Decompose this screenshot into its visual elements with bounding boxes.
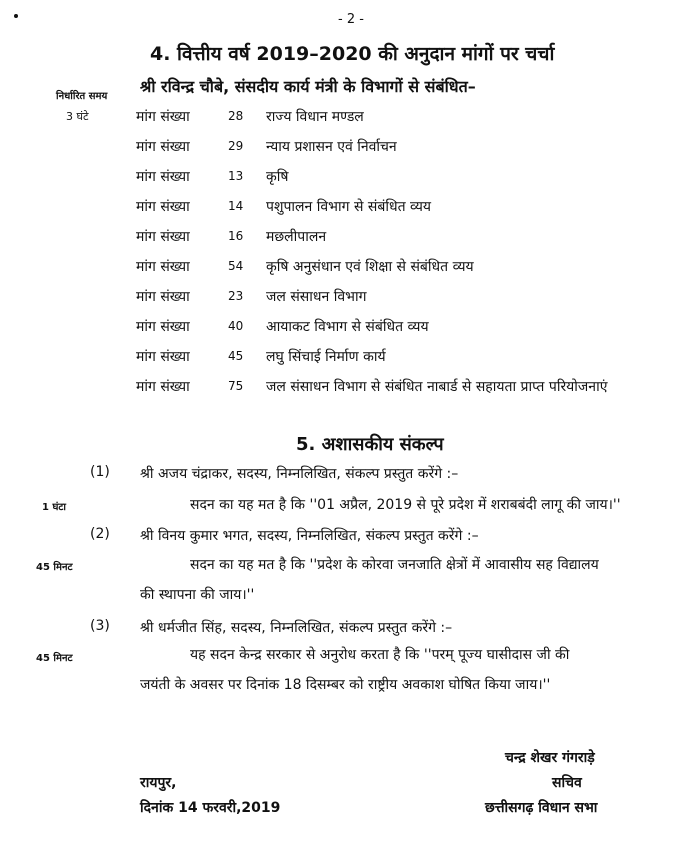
demand-number: 29 — [228, 139, 244, 153]
signatory-title: सचिव — [552, 775, 582, 791]
scheduled-time-label: निर्धारित समय — [56, 91, 108, 102]
demand-label: मांग संख्या — [136, 139, 190, 155]
demand-label: मांग संख्या — [136, 289, 190, 305]
date: दिनांक 14 फरवरी,2019 — [140, 800, 281, 816]
demand-description: जल संसाधन विभाग से संबंधित नाबार्ड से सहायता प्राप्त परियोजनाएं — [266, 379, 608, 395]
resolution-text: सदन का यह मत है कि ''01 अप्रैल, 2019 से पूरे प्रदेश में शराबबंदी लागू की जाय।'' — [190, 497, 621, 513]
demand-label: मांग संख्या — [136, 379, 190, 395]
resolution-index: (1) — [90, 464, 110, 480]
place: रायपुर, — [140, 775, 177, 791]
resolution-time: 1 घंटा — [42, 502, 66, 513]
stray-dot-mark — [14, 14, 18, 18]
demand-description: राज्य विधान मण्डल — [266, 109, 364, 125]
demand-row — [136, 137, 686, 167]
demand-description: लघु सिंचाई निर्माण कार्य — [266, 349, 386, 365]
section-4-subheading: श्री रविन्द्र चौबे, संसदीय कार्य मंत्री के विभागों से संबंधित– — [140, 77, 476, 96]
demand-number: 13 — [228, 169, 244, 183]
demand-number: 16 — [228, 229, 244, 243]
demand-description: कृषि — [266, 169, 289, 185]
signatory-organization: छत्तीसगढ़ विधान सभा — [485, 800, 598, 816]
demand-label: मांग संख्या — [136, 169, 190, 185]
resolution-mover: श्री अजय चंद्राकर, सदस्य, निम्नलिखित, संकल्प प्रस्तुत करेंगे :– — [140, 466, 459, 482]
demand-row — [136, 167, 686, 197]
demand-row — [136, 347, 686, 377]
demand-row — [136, 377, 686, 407]
section-4-heading: 4. वित्तीय वर्ष 2019–2020 की अनुदान मांगों पर चर्चा — [150, 43, 555, 65]
resolution-text-continued: की स्थापना की जाय।'' — [140, 587, 255, 603]
resolution-index: (3) — [90, 618, 110, 634]
demand-description: पशुपालन विभाग से संबंधित व्यय — [266, 199, 432, 215]
scheduled-time-value: 3 घंटे — [66, 110, 89, 123]
demand-row — [136, 227, 686, 257]
demand-row — [136, 287, 686, 317]
resolution-mover: श्री धर्मजीत सिंह, सदस्य, निम्नलिखित, संकल्प प्रस्तुत करेंगे :– — [140, 620, 453, 636]
demand-row — [136, 197, 686, 227]
demand-number: 23 — [228, 289, 244, 303]
demand-description: आयाकट विभाग से संबंधित व्यय — [266, 319, 429, 335]
resolution-mover: श्री विनय कुमार भगत, सदस्य, निम्नलिखित, संकल्प प्रस्तुत करेंगे :– — [140, 528, 479, 544]
section-5-heading: 5. अशासकीय संकल्प — [296, 434, 444, 455]
demand-number: 14 — [228, 199, 244, 213]
demand-number: 28 — [228, 109, 244, 123]
demand-row — [136, 317, 686, 347]
demand-label: मांग संख्या — [136, 319, 190, 335]
demand-label: मांग संख्या — [136, 199, 190, 215]
signatory-name: चन्द्र शेखर गंगराड़े — [505, 750, 595, 766]
demand-row — [136, 107, 686, 137]
resolution-text-continued: जयंती के अवसर पर दिनांक 18 दिसम्बर को राष्ट्रीय अवकाश घोषित किया जाय।'' — [140, 677, 551, 693]
demand-list — [136, 107, 686, 407]
demand-number: 75 — [228, 379, 244, 393]
resolution-text: सदन का यह मत है कि ''प्रदेश के कोरवा जनजाति क्षेत्रों में आवासीय सह विद्यालय — [190, 557, 599, 573]
page-number: - 2 - — [338, 12, 364, 27]
demand-label: मांग संख्या — [136, 109, 190, 125]
demand-label: मांग संख्या — [136, 349, 190, 365]
demand-description: कृषि अनुसंधान एवं शिक्षा से संबंधित व्यय — [266, 259, 474, 275]
resolution-time: 45 मिनट — [36, 562, 73, 573]
demand-description: न्याय प्रशासन एवं निर्वाचन — [266, 139, 397, 155]
resolution-index: (2) — [90, 526, 110, 542]
demand-number: 54 — [228, 259, 244, 273]
demand-description: मछलीपालन — [266, 229, 327, 245]
resolution-time: 45 मिनट — [36, 653, 73, 664]
resolution-text: यह सदन केन्द्र सरकार से अनुरोध करता है कि ''परम् पूज्य घासीदास जी की — [190, 647, 570, 663]
demand-row — [136, 257, 686, 287]
demand-label: मांग संख्या — [136, 259, 190, 275]
demand-label: मांग संख्या — [136, 229, 190, 245]
demand-number: 40 — [228, 319, 244, 333]
demand-number: 45 — [228, 349, 244, 363]
demand-description: जल संसाधन विभाग — [266, 289, 367, 305]
